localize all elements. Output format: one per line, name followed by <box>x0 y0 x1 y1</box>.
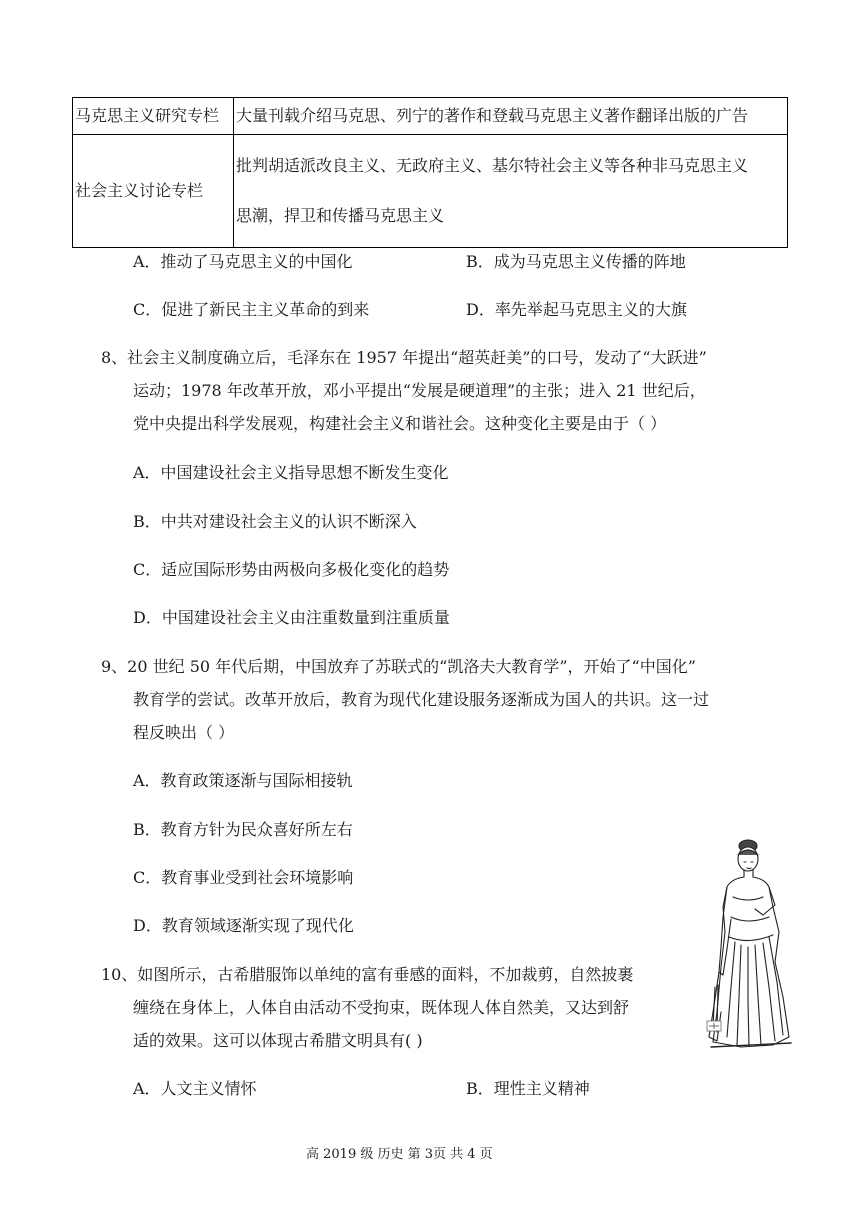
q8-option-d: D．中国建设社会主义由注重数量到注重质量 <box>133 608 450 627</box>
q8-stem-line: 8、社会主义制度确立后，毛泽东在 1957 年提出“超英赶美”的口号，发动了“大跃进” <box>101 348 707 367</box>
page-footer: 高 2019 级 历史 第 3页 共 4 页 <box>306 1147 493 1162</box>
info-table <box>72 97 788 248</box>
q10-option-a: A．人文主义情怀 <box>133 1079 257 1098</box>
q7-option-c: C．促进了新民主主义革命的到来 <box>133 300 370 319</box>
q8-option-a: A．中国建设社会主义指导思想不断发生变化 <box>133 463 449 482</box>
q9-option-d: D．教育领域逐渐实现了现代化 <box>133 916 354 935</box>
table-cell: 社会主义讨论专栏 <box>73 135 234 248</box>
q9-stem-line: 9、20 世纪 50 年代后期，中国放弃了苏联式的“凯洛夫大教育学”，开始了“中国化” <box>101 657 696 676</box>
q8-stem-line: 党中央提出科学发展观，构建社会主义和谐社会。这种变化主要是由于（ ） <box>133 414 667 433</box>
table-cell: 马克思主义研究专栏 <box>73 98 234 135</box>
q9-option-b: B．教育方针为民众喜好所左右 <box>133 820 353 839</box>
q7-option-a: A．推动了马克思主义的中国化 <box>133 252 353 271</box>
greek-statue-illustration <box>703 837 799 1055</box>
table-cell-line: 思潮，捍卫和传播马克思主义 <box>236 206 445 225</box>
table-cell <box>234 135 788 248</box>
table-cell: 大量刊载介绍马克思、列宁的著作和登载马克思主义著作翻译出版的广告 <box>234 98 788 135</box>
q8-option-b: B．中共对建设社会主义的认识不断深入 <box>133 512 417 531</box>
table-cell-line: 批判胡适派改良主义、无政府主义、基尔特社会主义等各种非马克思主义 <box>236 156 749 175</box>
q10-stem-line: 适的效果。这可以体现古希腊文明具有( ) <box>133 1031 423 1050</box>
q10-stem-line: 缠绕在身体上，人体自由活动不受拘束，既体现人体自然美，又达到舒 <box>133 998 630 1017</box>
q9-option-c: C．教育事业受到社会环境影响 <box>133 868 354 887</box>
q7-option-d: D．率先举起马克思主义的大旗 <box>466 300 687 319</box>
q10-option-b: B．理性主义精神 <box>466 1079 590 1098</box>
q10-stem-line: 10、如图所示，古希腊服饰以单纯的富有垂感的面料，不加裁剪，自然披裹 <box>101 965 634 984</box>
q8-stem-line: 运动；1978 年改革开放，邓小平提出“发展是硬道理”的主张；进入 21 世纪后， <box>133 381 706 400</box>
q7-option-b: B．成为马克思主义传播的阵地 <box>466 252 686 271</box>
q8-option-c: C．适应国际形势由两极向多极化变化的趋势 <box>133 560 450 579</box>
q9-option-a: A．教育政策逐渐与国际相接轨 <box>133 771 353 790</box>
q9-stem-line: 程反映出（ ） <box>133 723 235 742</box>
q9-stem-line: 教育学的尝试。改革开放后，教育为现代化建设服务逐渐成为国人的共识。这一过 <box>133 690 710 709</box>
table-row <box>73 135 788 248</box>
table-row <box>73 98 788 135</box>
